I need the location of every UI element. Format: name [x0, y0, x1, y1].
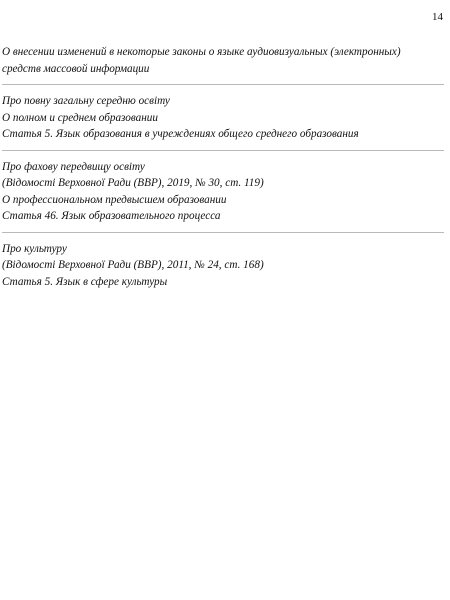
entry-title-line: средств массовой информации [2, 62, 150, 75]
entry-title-russian: О полном и среднем образовании [2, 111, 158, 124]
document-body [2, 44, 444, 290]
entry-source-citation: (Відомості Верховної Ради (ВВР), 2019, № 30, ст. 119) [2, 177, 264, 189]
entry-article: Статья 46. Язык образовательного процесса [2, 210, 221, 222]
entry-title-russian: О профессиональном предвысшем образовании [2, 193, 227, 206]
entry-article: Статья 5. Язык образования в учреждениях общего среднего образования [2, 128, 359, 140]
law-entry-audiovisual-media [2, 44, 444, 77]
divider [2, 232, 444, 233]
entry-title-ukrainian: Про повну загальну середню освіту [2, 95, 170, 107]
divider [2, 84, 444, 85]
law-entry-general-secondary-education [2, 93, 444, 143]
law-entry-professional-pre-higher-education [2, 159, 444, 225]
entry-title-line: О внесении изменений в некоторые законы о языке аудиовизуальных (электронных) [2, 46, 401, 58]
entry-title-ukrainian: Про культуру [2, 242, 67, 255]
entry-source-citation: (Відомості Верховної Ради (ВВР), 2011, № 24, ст. 168) [2, 259, 264, 271]
entry-title-ukrainian: Про фахову передвищу освіту [2, 160, 145, 173]
divider [2, 150, 444, 151]
entry-article: Статья 5. Язык в сфере культуры [2, 275, 168, 288]
law-entry-culture [2, 241, 444, 291]
page-number: 14 [432, 11, 443, 23]
